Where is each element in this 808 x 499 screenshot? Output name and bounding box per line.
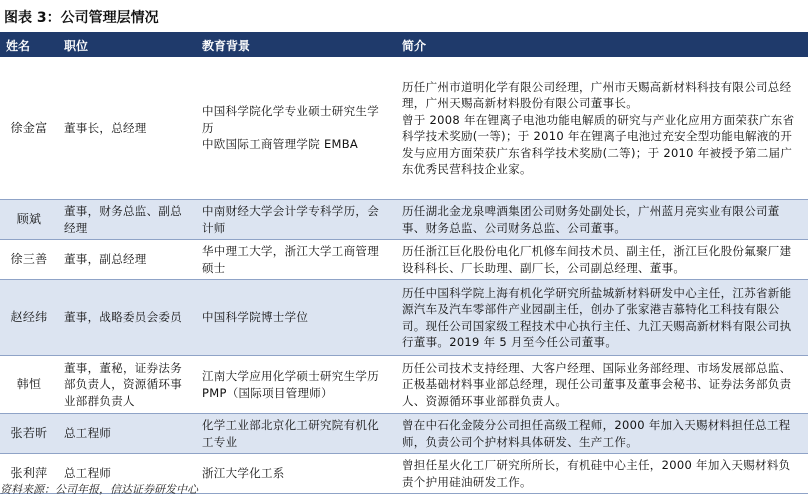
cell-education: 中南财经大学会计学专科学历，会计师 bbox=[196, 200, 396, 240]
cell-bio: 历任浙江巨化股份电化厂机修车间技术员、副主任，浙江巨化股份氟聚厂建设科科长、厂长助理、副厂长，公司副总经理、董事。 bbox=[396, 240, 808, 280]
cell-position: 董事，财务总监、副总经理 bbox=[58, 200, 196, 240]
cell-bio: 历任公司技术支持经理、大客户经理、国际业务部经理、市场发展部总监、正极基础材料事业部总经理，现任公司董事及董事会秘书、证券法务部负责人、资源循环事业部群负责人。 bbox=[396, 356, 808, 414]
header-education: 教育背景 bbox=[196, 34, 396, 57]
source-note: 资料来源：公司年报，信达证券研发中心 bbox=[0, 483, 198, 496]
cell-name: 顾斌 bbox=[0, 200, 58, 240]
header-position: 职位 bbox=[58, 34, 196, 57]
cell-education: 化学工业部北京化工研究院有机化工专业 bbox=[196, 414, 396, 454]
table-row bbox=[0, 240, 808, 280]
table-row bbox=[0, 414, 808, 454]
cell-bio: 曾在中石化金陵分公司担任高级工程师，2000 年加入天赐材料担任总工程师，负责公司个护材料具体研发、生产工作。 bbox=[396, 414, 808, 454]
cell-name: 徐金富 bbox=[0, 57, 58, 200]
cell-position: 董事，战略委员会委员 bbox=[58, 280, 196, 356]
cell-name: 张利萍 bbox=[0, 454, 58, 494]
header-name: 姓名 bbox=[0, 34, 58, 57]
cell-education: 中国科学院化学专业硕士研究生学历 中欧国际工商管理学院 EMBA bbox=[196, 57, 396, 200]
cell-position: 董事，董秘，证券法务部负责人，资源循环事业部群负责人 bbox=[58, 356, 196, 414]
cell-name: 赵经纬 bbox=[0, 280, 58, 356]
chart-title: 图表 3：公司管理层情况 bbox=[4, 10, 159, 26]
table-row bbox=[0, 200, 808, 240]
cell-bio: 历任广州市道明化学有限公司经理，广州市天赐高新材料科技有限公司总经理，广州天赐高新材料股份有限公司董事长。 曾于 2008 年在锂离子电池功能电解质的研究与产业化应用方面荣获广东省科学技术奖励(一等)；于 2010 年在锂离子电池过充安全型功能电解液的开发与应用方面荣获广东省科学技术奖励(二等)；于 2010 年被授予第二届广东优秀民营科技企业家。 bbox=[396, 57, 808, 200]
cell-bio: 曾担任星火化工厂研究所所长，有机硅中心主任，2000 年加入天赐材料负责个护用硅油研发工作。 bbox=[396, 454, 808, 494]
cell-name: 徐三善 bbox=[0, 240, 58, 280]
cell-education: 中国科学院博士学位 bbox=[196, 280, 396, 356]
table-row bbox=[0, 57, 808, 200]
cell-education: 江南大学应用化学硕士研究生学历 PMP（国际项目管理师） bbox=[196, 356, 396, 414]
cell-position: 董事，副总经理 bbox=[58, 240, 196, 280]
cell-position: 总工程师 bbox=[58, 454, 196, 494]
cell-education: 浙江大学化工系 bbox=[196, 454, 396, 494]
cell-bio: 历任中国科学院上海有机化学研究所盐城新材料研发中心主任，江苏省新能源汽车及汽车零部件产业园副主任，创办了张家港吉慕特化工科技有限公司。现任公司国家级工程技术中心执行主任、九江天赐高新材料有限公司执行董事。2019 年 5 月至今任公司董事。 bbox=[396, 280, 808, 356]
cell-position: 总工程师 bbox=[58, 414, 196, 454]
table-row bbox=[0, 356, 808, 414]
cell-name: 韩恒 bbox=[0, 356, 58, 414]
cell-bio: 历任湖北金龙泉啤酒集团公司财务处副处长，广州蓝月亮实业有限公司董事、财务总监、公司财务总监、公司董事。 bbox=[396, 200, 808, 240]
cell-education: 华中理工大学，浙江大学工商管理硕士 bbox=[196, 240, 396, 280]
table-row bbox=[0, 280, 808, 356]
table-header-row bbox=[0, 34, 808, 57]
header-bio: 简介 bbox=[396, 34, 808, 57]
cell-name: 张若昕 bbox=[0, 414, 58, 454]
cell-position: 董事长，总经理 bbox=[58, 57, 196, 200]
management-table bbox=[0, 34, 808, 494]
